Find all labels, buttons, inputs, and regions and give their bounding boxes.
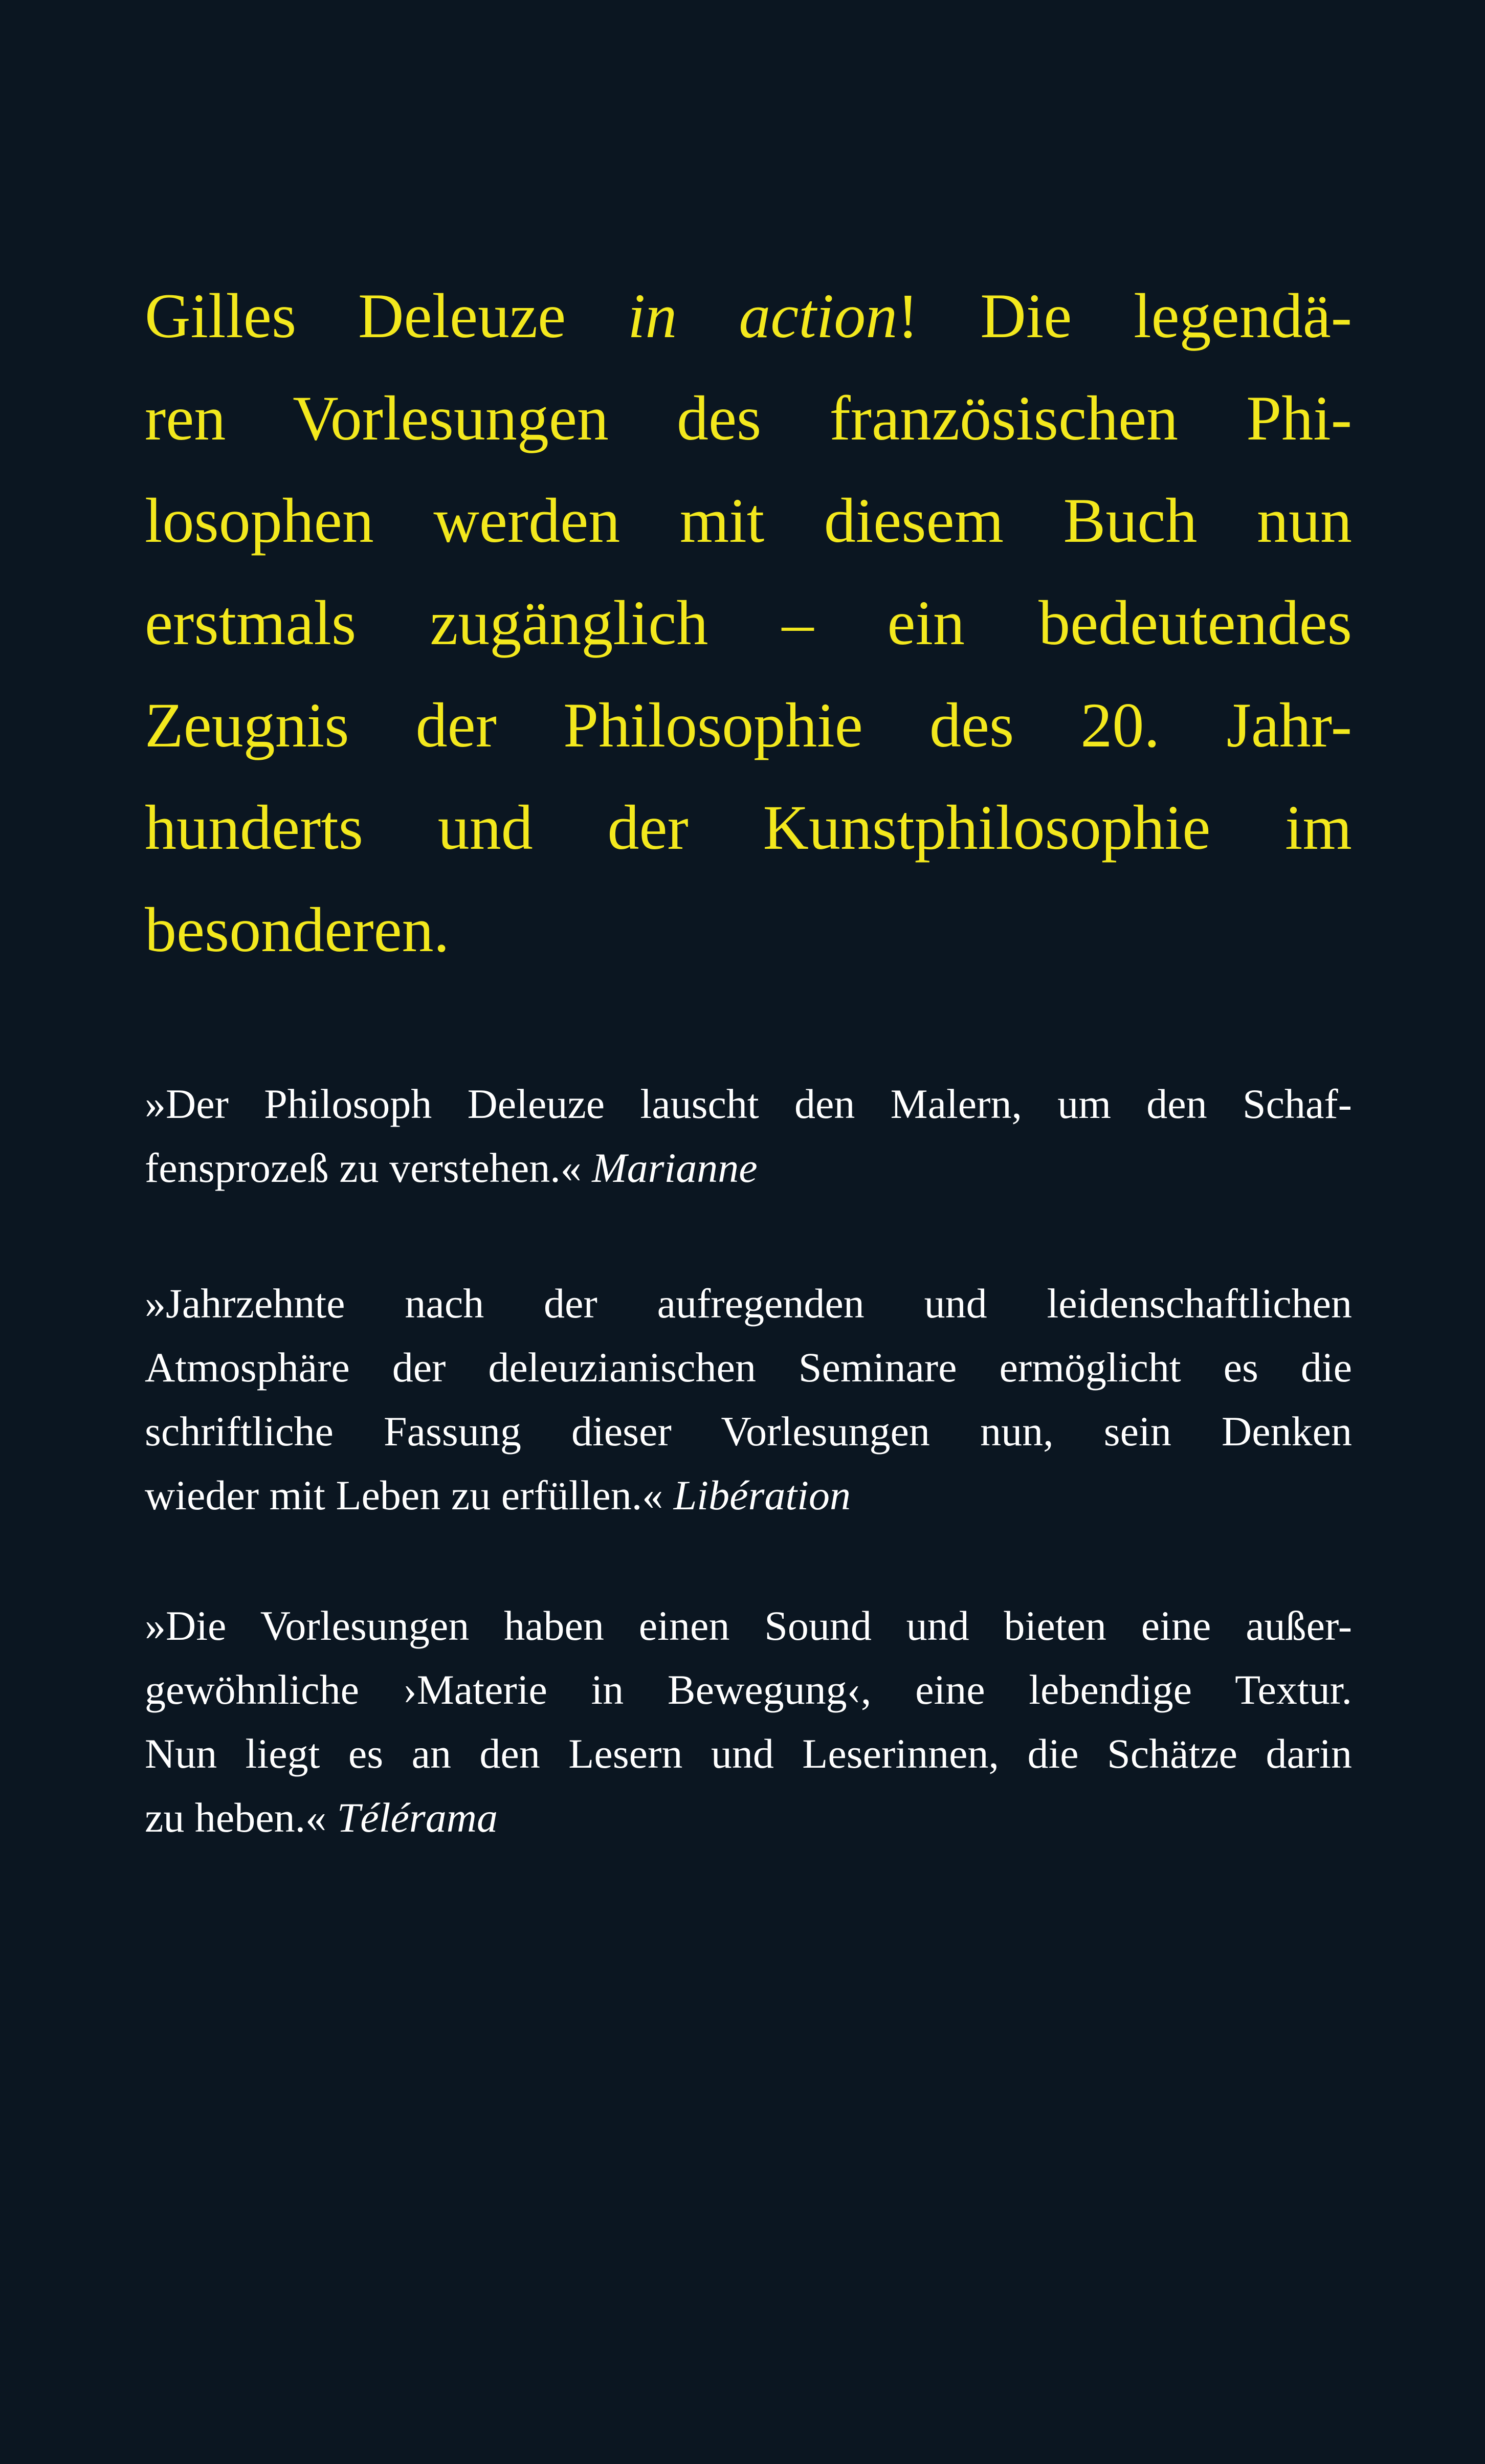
blurb-line: Gilles Deleuze in action! Die legendä- xyxy=(145,281,1353,351)
quote-source: Télérama xyxy=(337,1794,498,1841)
quote-line: gewöhnliche ›Materie in Bewegung‹, eine lebendige Textur. xyxy=(145,1666,1352,1713)
blurb-line: losophen werden mit diesem Buch nun xyxy=(145,486,1352,556)
quote-line: fensprozeß zu verstehen.« Marianne xyxy=(145,1145,758,1191)
review-quote-telerama xyxy=(145,1594,1352,1850)
quote-line: zu heben.« Télérama xyxy=(145,1794,498,1841)
quote-line: wieder mit Leben zu erfüllen.« Libération xyxy=(145,1472,851,1519)
quote-line: Nun liegt es an den Lesern und Leserinnen, die Schätze darin xyxy=(145,1730,1352,1777)
blurb-line: ren Vorlesungen des französischen Phi- xyxy=(145,383,1352,453)
blurb-line: hunderts und der Kunstphilosophie im xyxy=(145,793,1352,863)
quote-line: »Der Philosoph Deleuze lauscht den Malern, um den Schaf- xyxy=(145,1081,1352,1127)
quote-line: schriftliche Fassung dieser Vorlesungen nun, sein Denken xyxy=(145,1408,1352,1455)
blurb-line: Zeugnis der Philosophie des 20. Jahr- xyxy=(145,690,1352,760)
blurb-italic-phrase: in action xyxy=(627,281,898,351)
quote-line: Atmosphäre der deleuzianischen Seminare ermöglicht es die xyxy=(145,1344,1352,1391)
quote-line: »Die Vorlesungen haben einen Sound und bieten eine außer- xyxy=(145,1602,1352,1649)
quote-source: Marianne xyxy=(592,1145,758,1191)
quote-source: Libération xyxy=(673,1472,851,1519)
blurb-line: besonderen. xyxy=(145,895,450,965)
quote-line: »Jahrzehnte nach der aufregenden und leidenschaftlichen xyxy=(145,1280,1352,1327)
blurb-line: erstmals zugänglich – ein bedeutendes xyxy=(145,588,1352,658)
review-quote-liberation xyxy=(145,1271,1352,1527)
review-quote-marianne xyxy=(145,1072,1352,1200)
blurb-text xyxy=(145,265,1352,981)
